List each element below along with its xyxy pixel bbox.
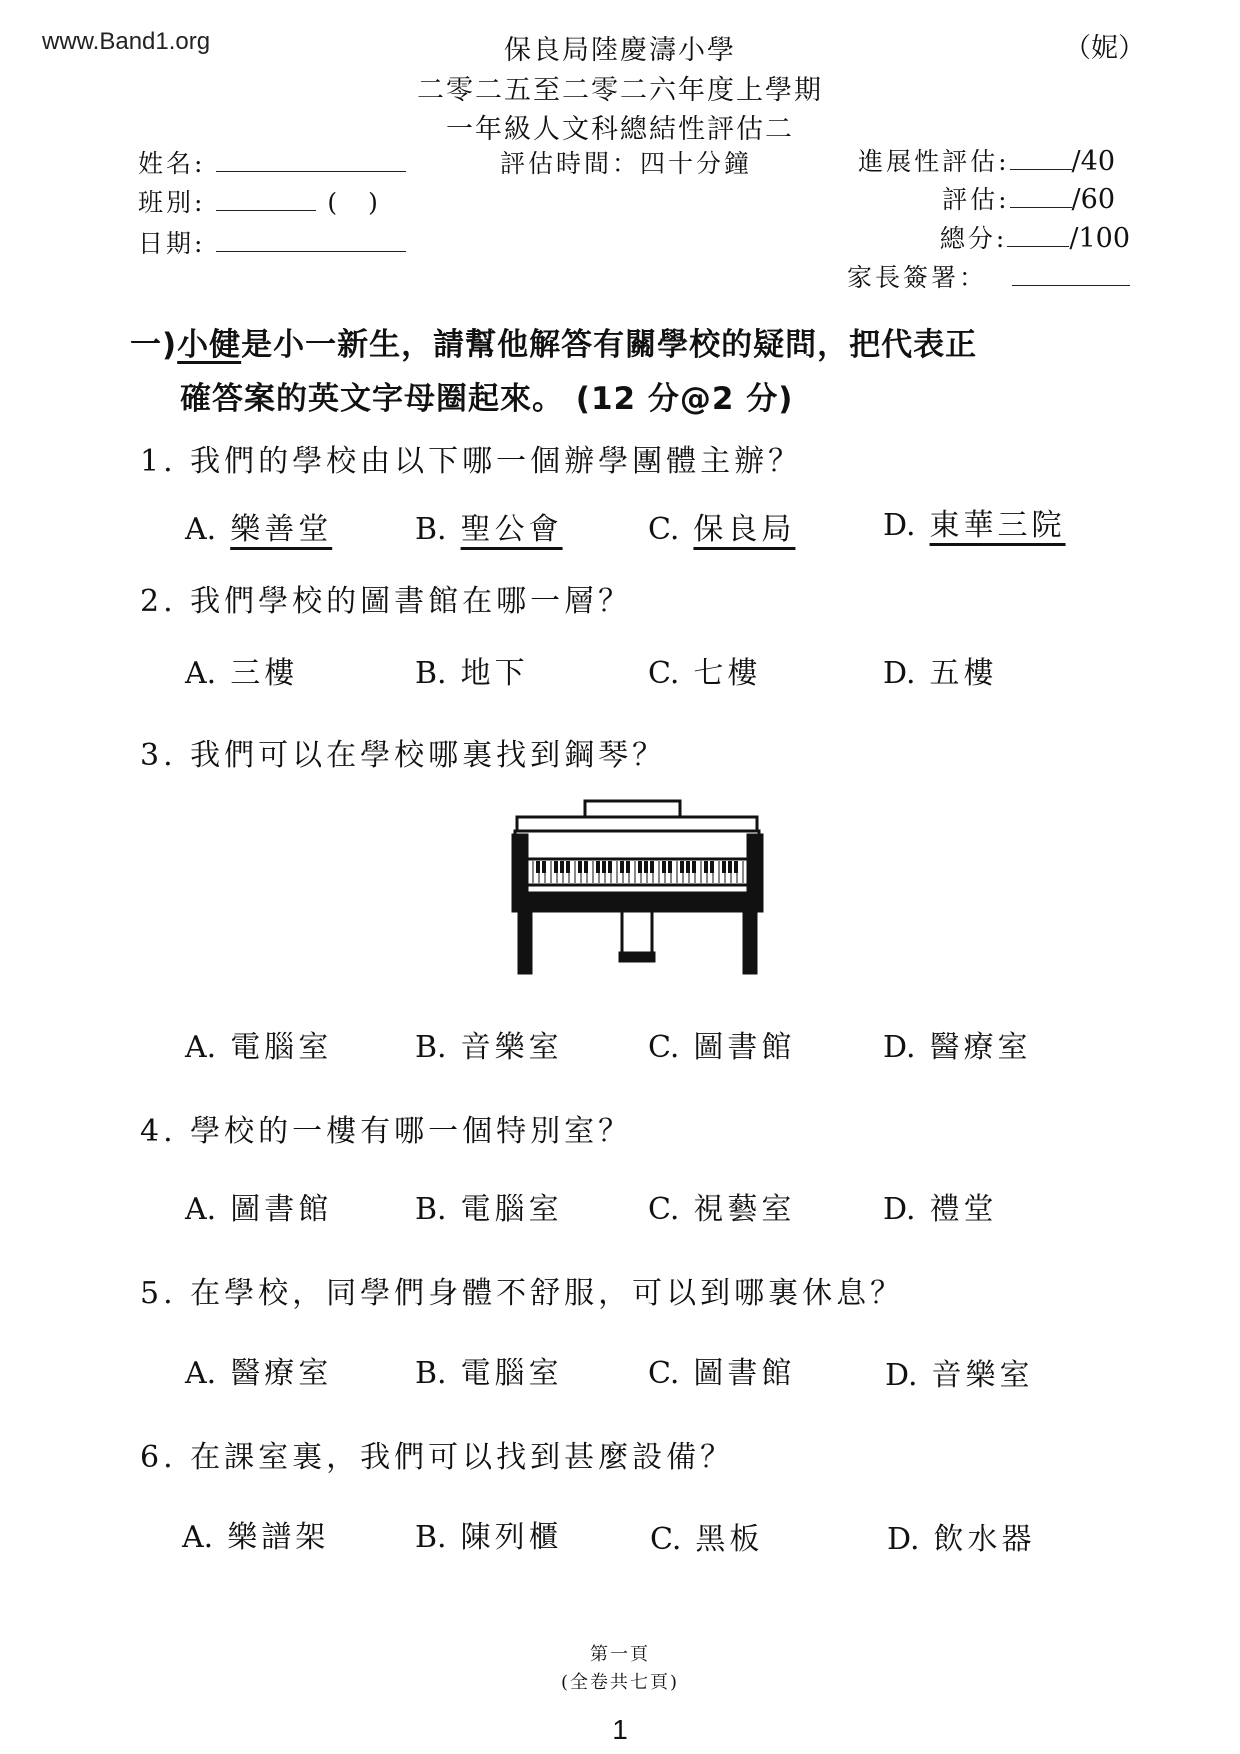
section-line1: 是小一新生，請幫他解答有關學校的疑問，把代表正	[241, 327, 978, 363]
option-6b[interactable]: B. 陳列櫃	[415, 1520, 563, 1555]
section-line2: 確答案的英文字母圈起來。 (12 分@2 分)	[180, 381, 794, 417]
question-4	[140, 1106, 632, 1150]
option-4b[interactable]: B. 電腦室	[415, 1192, 563, 1227]
class-tag: （妮）	[1064, 33, 1145, 64]
parent-label: 家長簽署：	[847, 263, 988, 292]
total-score	[940, 219, 1130, 255]
question-1	[140, 436, 802, 480]
total-pages: (全卷共七頁)	[560, 1672, 680, 1693]
option-2b[interactable]: B. 地下	[415, 656, 529, 691]
option-5a[interactable]: A. 醫療室	[185, 1356, 333, 1391]
class-field	[138, 183, 381, 219]
student-name: 小健	[177, 327, 242, 363]
page-number: 1	[612, 1714, 628, 1745]
progress-blank[interactable]	[1010, 147, 1072, 170]
date-field	[138, 224, 406, 260]
total-blank[interactable]	[1007, 224, 1069, 247]
total-label: 總分:	[939, 224, 1008, 253]
question-text: 學校的一樓有哪一個特別室？	[190, 1114, 633, 1149]
question-5	[140, 1268, 904, 1312]
option-4a[interactable]: A. 圖書館	[185, 1192, 333, 1227]
option-2d[interactable]: D. 五樓	[883, 656, 998, 691]
piano-pedals	[620, 953, 654, 961]
question-text: 在課室裏，我們可以找到甚麼設備？	[190, 1440, 735, 1475]
question-3	[140, 730, 666, 774]
total-total: /100	[1069, 223, 1130, 254]
assess-total: /60	[1071, 184, 1115, 215]
option-5c[interactable]: C. 圖書館	[648, 1356, 796, 1391]
option-1c[interactable]: C. 保良局	[648, 512, 796, 547]
name-label: 姓名:	[138, 149, 206, 178]
question-number: 6.	[140, 1440, 177, 1475]
piano-left-leg	[519, 911, 531, 973]
option-6d[interactable]: D. 飲水器	[887, 1522, 1036, 1557]
question-text: 我們的學校由以下哪一個辦學團體主辦？	[190, 444, 803, 479]
option-1a[interactable]: A. 樂善堂	[185, 512, 333, 547]
name-field	[138, 144, 406, 180]
page-label: 第一頁	[590, 1644, 650, 1665]
piano-base	[515, 895, 759, 911]
question-number: 1.	[140, 444, 177, 479]
question-text: 我們可以在學校哪裏找到鋼琴？	[190, 738, 667, 773]
option-2c[interactable]: C. 七樓	[648, 656, 762, 691]
question-text: 在學校，同學們身體不舒服，可以到哪裏休息？	[190, 1276, 905, 1311]
progress-total: /40	[1071, 146, 1115, 177]
paper-title: 一年級人文科總結性評估二	[446, 114, 794, 145]
class-number-paren: ( )	[327, 188, 381, 217]
option-5d[interactable]: D. 音樂室	[885, 1358, 1034, 1393]
option-3d[interactable]: D. 醫療室	[883, 1030, 1032, 1065]
assess-score	[942, 180, 1115, 216]
name-blank[interactable]	[216, 149, 406, 172]
section-prefix: 一)	[130, 327, 178, 363]
watermark-text: www.Band1.org	[42, 28, 211, 55]
progress-score	[858, 142, 1115, 178]
question-text: 我們學校的圖書館在哪一層？	[190, 584, 633, 619]
option-3a[interactable]: A. 電腦室	[185, 1030, 333, 1065]
assess-blank[interactable]	[1010, 185, 1072, 208]
progress-label: 進展性評估:	[858, 147, 1010, 176]
piano-lid	[517, 817, 757, 831]
parent-blank[interactable]	[1012, 263, 1130, 286]
question-6	[140, 1432, 734, 1476]
school-term: 二零二五至二零二六年度上學期	[417, 75, 823, 106]
question-number: 2.	[140, 584, 177, 619]
option-6a[interactable]: A. 樂譜架	[182, 1520, 330, 1555]
question-number: 5.	[140, 1276, 177, 1311]
option-2a[interactable]: A. 三樓	[185, 656, 299, 691]
question-2	[140, 576, 632, 620]
piano-illustration	[505, 795, 770, 980]
option-1d[interactable]: D. 東華三院	[883, 508, 1066, 543]
school-name: 保良局陸慶濤小學	[504, 35, 736, 66]
option-3c[interactable]: C. 圖書館	[648, 1030, 796, 1065]
option-4c[interactable]: C. 視藝室	[648, 1192, 796, 1227]
option-3b[interactable]: B. 音樂室	[415, 1030, 563, 1065]
option-6c[interactable]: C. 黑板	[650, 1522, 764, 1557]
assess-label: 評估:	[942, 185, 1010, 214]
parent-signature	[847, 258, 1130, 294]
option-5b[interactable]: B. 電腦室	[415, 1356, 563, 1391]
question-number: 4.	[140, 1114, 177, 1149]
class-label: 班別:	[138, 188, 206, 217]
class-blank[interactable]	[216, 188, 316, 211]
option-4d[interactable]: D. 禮堂	[883, 1192, 998, 1227]
date-blank[interactable]	[216, 229, 406, 252]
piano-right-leg	[744, 911, 756, 973]
question-number: 3.	[140, 738, 177, 773]
section-instruction	[130, 318, 977, 426]
piano-pedal-box	[622, 911, 652, 955]
time-label: 評估時間：四十分鐘	[500, 149, 753, 178]
option-1b[interactable]: B. 聖公會	[415, 512, 563, 547]
date-label: 日期:	[138, 229, 206, 258]
